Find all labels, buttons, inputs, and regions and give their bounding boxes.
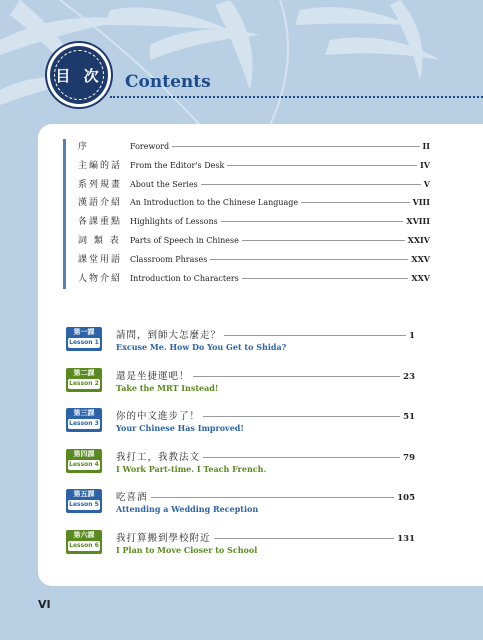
- lesson-title-chinese: 還是坐捷運吧！: [116, 370, 190, 382]
- entry-page: IV: [420, 159, 430, 170]
- lesson-tag-chinese: 第五課: [73, 490, 95, 498]
- lesson-tag-english: Lesson 6: [69, 541, 99, 549]
- lesson-entry[interactable]: [66, 487, 415, 528]
- lesson-entry[interactable]: [66, 325, 415, 366]
- toc-entry[interactable]: [78, 177, 430, 196]
- toc-entry[interactable]: [78, 214, 430, 233]
- lesson-title-chinese: 我打算搬到學校附近: [116, 532, 211, 544]
- page-title: Contents: [125, 72, 211, 92]
- lesson-tag: [66, 368, 102, 392]
- lesson-page: 105: [397, 493, 415, 503]
- leader-line: [172, 146, 419, 147]
- leader-line: [193, 376, 401, 377]
- entry-page: VIII: [412, 197, 430, 208]
- lesson-tag-english: Lesson 5: [69, 501, 99, 508]
- leader-line: [203, 457, 400, 458]
- entry-page: XXV: [411, 253, 430, 264]
- lesson-page: 131: [397, 533, 415, 544]
- lesson-tag-chinese: 第一課: [73, 328, 95, 336]
- lesson-tag: [66, 408, 102, 432]
- entry-page: II: [422, 141, 430, 151]
- badge-text: 目 次: [54, 50, 104, 100]
- entry-chinese: 主編的話: [78, 160, 123, 171]
- entry-english: About the Series: [130, 179, 198, 189]
- lesson-page: 51: [403, 412, 415, 422]
- entry-english: Foreword: [130, 142, 170, 151]
- lesson-title-english: I Plan to Move Closer to School: [116, 544, 258, 555]
- leader-line: [301, 202, 409, 203]
- entry-chinese: 各課重點: [78, 217, 123, 228]
- leader-line: [224, 335, 406, 336]
- entry-page: V: [423, 178, 430, 189]
- front-matter-list: [63, 139, 430, 289]
- entry-chinese: 漢語介紹: [78, 198, 123, 209]
- entry-english: Highlights of Lessons: [130, 217, 218, 227]
- lesson-title-chinese: 你的中文進步了！: [116, 411, 201, 422]
- page-number: VI: [38, 598, 51, 611]
- lesson-title-english: Your Chinese Has Improved!: [116, 423, 244, 433]
- lesson-tag: [66, 530, 102, 554]
- lesson-page: 23: [403, 371, 415, 382]
- lesson-page: 1: [409, 331, 415, 341]
- leader-line: [242, 240, 405, 241]
- leader-line: [203, 416, 400, 417]
- entry-english: From the Editor's Desk: [130, 160, 225, 170]
- entry-page: XXV: [411, 272, 430, 283]
- leader-line: [227, 165, 417, 166]
- entry-chinese: 詞 類 表: [78, 235, 121, 246]
- entry-page: XVIII: [406, 216, 430, 227]
- lesson-tag-chinese: 第二課: [73, 368, 95, 377]
- lesson-tag-english: Lesson 1: [69, 339, 99, 346]
- entry-english: Parts of Speech in Chinese: [130, 235, 239, 245]
- lesson-title-english: Excuse Me. How Do You Get to Shida?: [116, 342, 287, 352]
- entry-chinese: 序: [78, 142, 90, 152]
- lesson-title-chinese: 請問，到師大怎麼走？: [116, 330, 222, 341]
- lesson-tag: [66, 449, 102, 473]
- lesson-page: 79: [403, 452, 415, 463]
- toc-entry[interactable]: [78, 271, 430, 290]
- lesson-tag: [66, 327, 102, 351]
- toc-entry[interactable]: [78, 158, 430, 177]
- lesson-entry[interactable]: [66, 447, 415, 488]
- entry-page: XXIV: [407, 234, 430, 245]
- lesson-entry[interactable]: [66, 406, 415, 447]
- lesson-entry[interactable]: [66, 366, 415, 407]
- entry-chinese: 課堂用語: [78, 254, 123, 265]
- toc-entry[interactable]: [78, 233, 430, 252]
- lesson-tag-chinese: 第三課: [73, 409, 95, 417]
- leader-line: [201, 184, 421, 185]
- lesson-tag-chinese: 第六課: [73, 530, 95, 539]
- title-dotted-rule: [110, 96, 483, 98]
- entry-english: An Introduction to the Chinese Language: [130, 198, 299, 208]
- toc-entry[interactable]: [78, 139, 430, 158]
- leader-line: [221, 221, 404, 222]
- leader-line: [210, 259, 408, 260]
- entry-chinese: 人物介紹: [78, 273, 123, 284]
- toc-entry[interactable]: [78, 252, 430, 271]
- leader-line: [151, 497, 395, 498]
- lesson-tag-chinese: 第四課: [73, 449, 95, 458]
- lesson-title-english: I Work Part-time. I Teach French.: [116, 463, 267, 474]
- lesson-title-english: Take the MRT Instead!: [116, 382, 219, 393]
- lesson-tag-english: Lesson 2: [69, 379, 99, 387]
- leader-line: [214, 538, 395, 539]
- lesson-tag: [66, 489, 102, 513]
- contents-badge: [50, 46, 108, 104]
- entry-english: Classroom Phrases: [130, 254, 208, 264]
- lesson-title-english: Attending a Wedding Reception: [116, 504, 259, 514]
- lesson-entry[interactable]: [66, 528, 415, 569]
- lesson-title-chinese: 我打工，我教法文: [116, 451, 201, 463]
- toc-entry[interactable]: [78, 195, 430, 214]
- entry-chinese: 系列規畫: [78, 179, 123, 190]
- lesson-tag-english: Lesson 4: [69, 460, 99, 468]
- entry-english: Introduction to Characters: [130, 273, 239, 283]
- lesson-title-chinese: 吃喜酒: [116, 492, 148, 503]
- lesson-tag-english: Lesson 3: [69, 420, 99, 427]
- lesson-list: [66, 325, 415, 568]
- leader-line: [242, 278, 409, 279]
